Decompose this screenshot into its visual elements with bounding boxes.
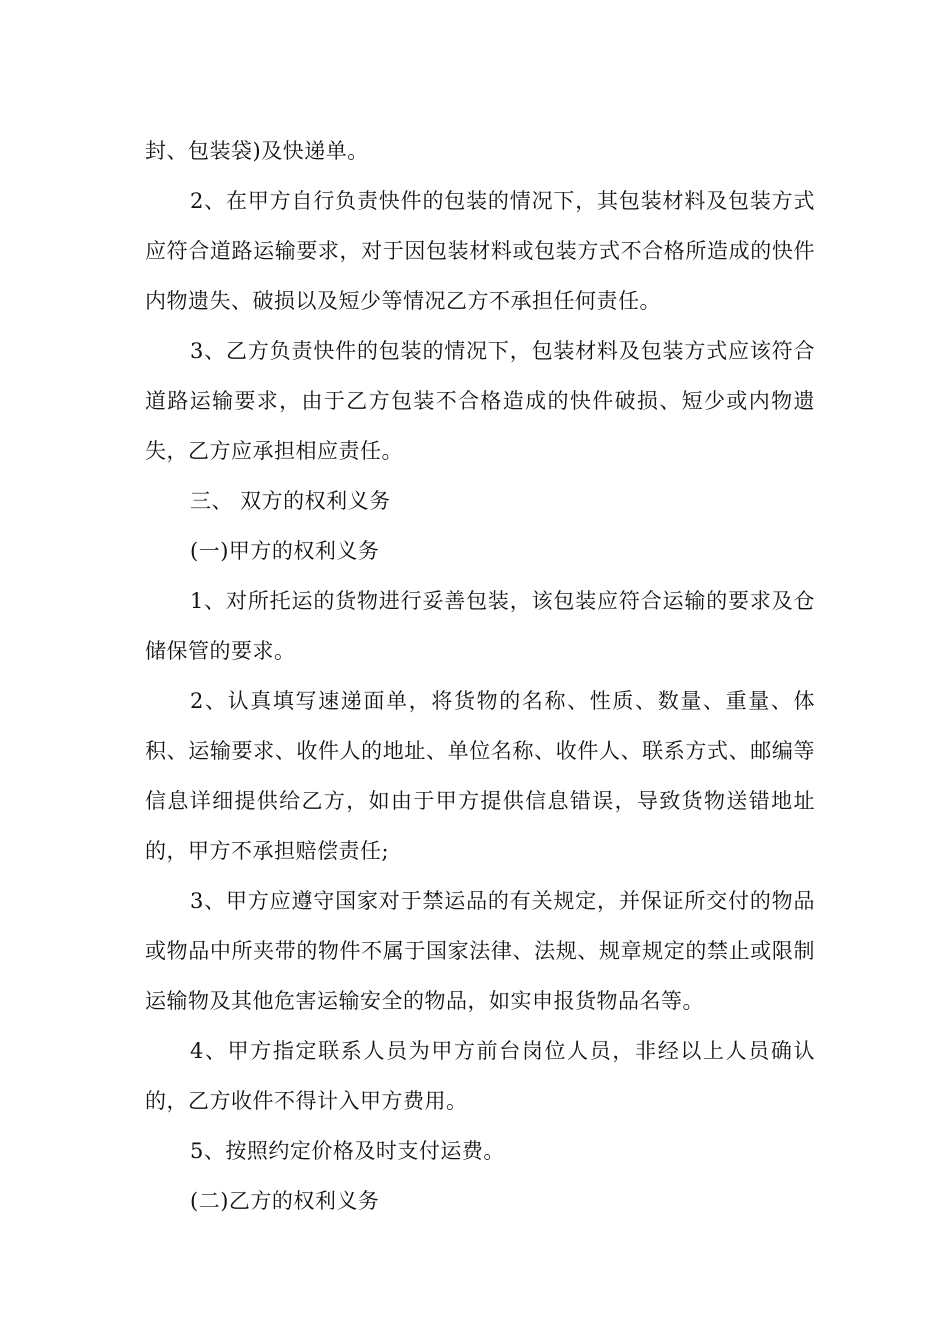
- paragraph-item-3-packaging: 3、乙方负责快件的包装的情况下，包装材料及包装方式应该符合道路运输要求，由于乙方包装不合格造成的快件破损、短少或内物遗失，乙方应承担相应责任。: [145, 339, 815, 463]
- section-heading-rights: 三、 双方的权利义务: [190, 489, 391, 513]
- paragraph-a-item-1: 1、对所托运的货物进行妥善包装，该包装应符合运输的要求及仓储保管的要求。: [145, 589, 815, 663]
- document-body: [145, 126, 815, 1226]
- paragraph-a-item-4: 4、甲方指定联系人员为甲方前台岗位人员，非经以上人员确认的，乙方收件不得计入甲方费用。: [145, 1039, 815, 1113]
- subsection-heading-party-b: (二)乙方的权利义务: [190, 1189, 380, 1213]
- paragraph-item-2-packaging: 2、在甲方自行负责快件的包装的情况下，其包装材料及包装方式应符合道路运输要求，对于因包装材料或包装方式不合格所造成的快件内物遗失、破损以及短少等情况乙方不承担任何责任。: [145, 189, 815, 313]
- paragraph-continuation: 封、包装袋)及快递单。: [145, 139, 369, 163]
- paragraph-a-item-2: 2、认真填写速递面单，将货物的名称、性质、数量、重量、体积、运输要求、收件人的地址、单位名称、收件人、联系方式、邮编等信息详细提供给乙方，如由于甲方提供信息错误，导致货物送错地址的，甲方不承担赔偿责任;: [145, 689, 815, 863]
- paragraph-a-item-3: 3、甲方应遵守国家对于禁运品的有关规定，并保证所交付的物品或物品中所夹带的物件不属于国家法律、法规、规章规定的禁止或限制运输物及其他危害运输安全的物品，如实申报货物品名等。: [145, 889, 815, 1013]
- subsection-heading-party-a: (一)甲方的权利义务: [190, 539, 380, 563]
- paragraph-a-item-5: 5、按照约定价格及时支付运费。: [190, 1139, 505, 1163]
